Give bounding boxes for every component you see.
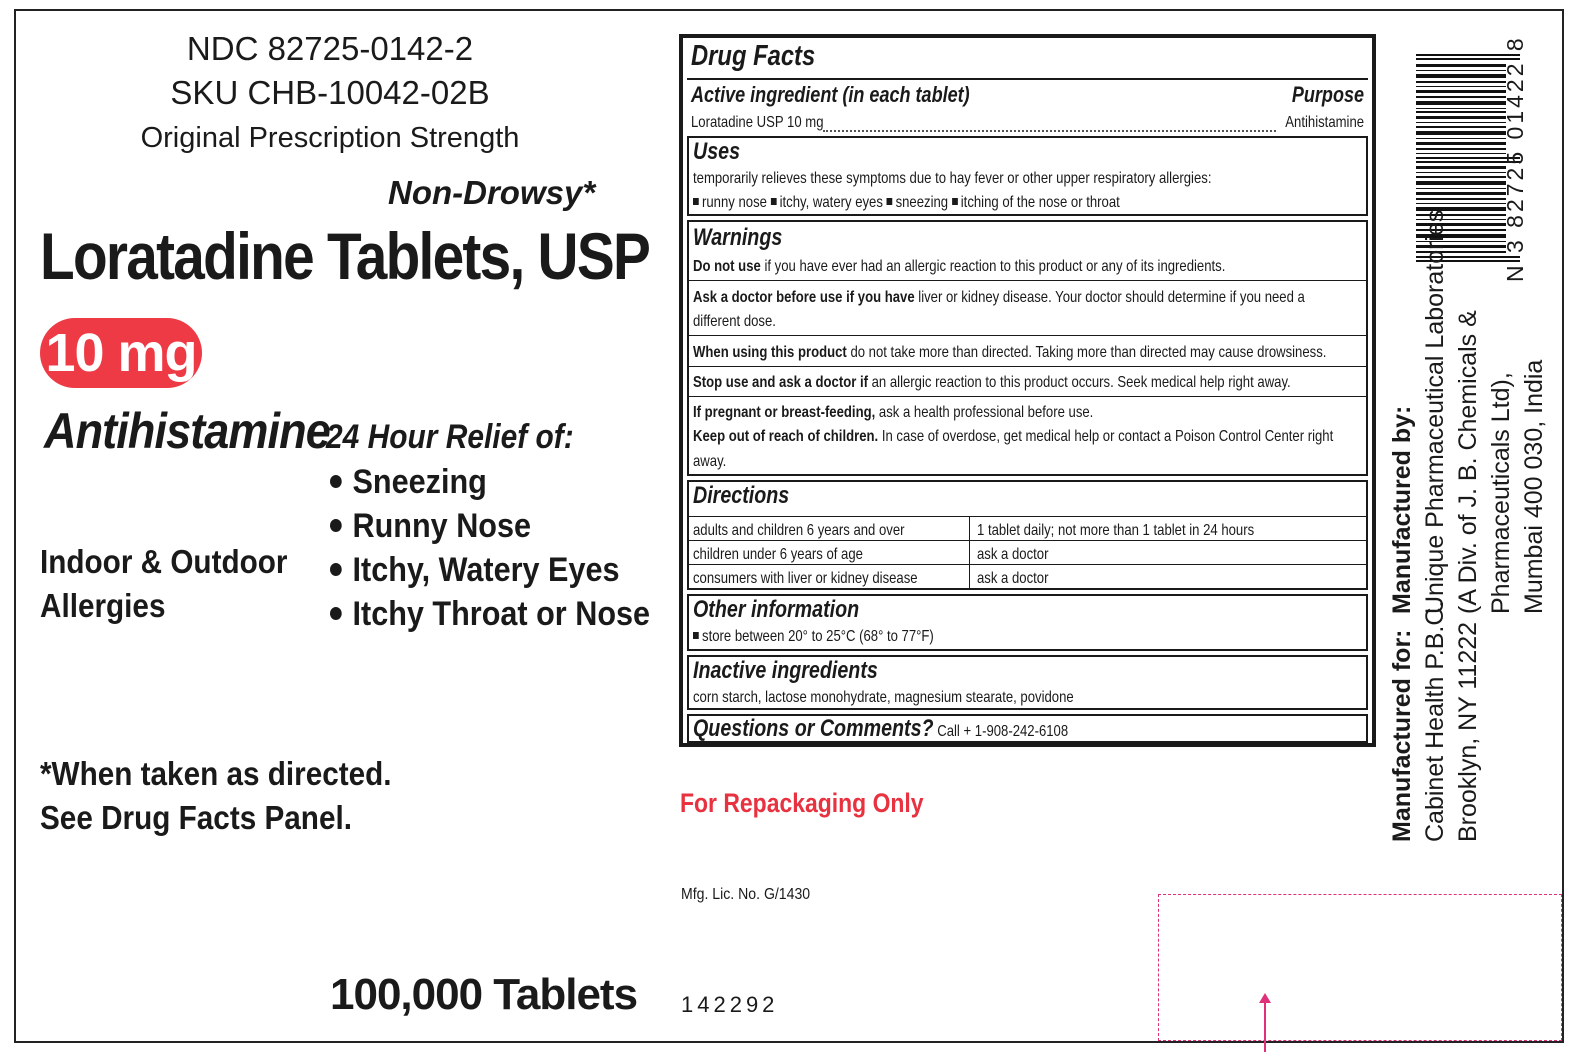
warning-do-not-use: Do not use if you have ever had an allergic reaction to this product or any of its ingredients. [693, 258, 1226, 275]
direction-who: children under 6 years of age [693, 546, 863, 563]
warning-ask-doctor: Ask a doctor before use if you have liver or kidney disease. Your doctor should determine if you need a [693, 289, 1305, 306]
divider [689, 335, 1366, 336]
warning-ask-doctor-cont: different dose. [693, 313, 776, 330]
direction-dose: ask a doctor [977, 570, 1049, 587]
uses-text: temporarily relieves these symptoms due to hay fever or other upper respiratory allergies: [693, 170, 1212, 187]
lot-code: 142292 [681, 992, 779, 1017]
active-ingredient-heading: Active ingredient (in each tablet) [691, 82, 970, 107]
bullet-dot-icon [330, 475, 342, 488]
square-bullet-icon [887, 198, 893, 205]
direction-who: adults and children 6 years and over [693, 522, 905, 539]
tablet-count: 100,000 Tablets [330, 970, 638, 1019]
divider [689, 366, 1366, 367]
questions-section [687, 714, 1368, 743]
square-bullet-icon [771, 198, 777, 205]
sku-number: SKU CHB-10042-02B [170, 74, 490, 111]
manufactured-by: Manufactured by: Unique Pharmaceutical Laboratories (A Div. of J. B. Chemicals & Pharmaceuticals Ltd), Mumbai 400 030, India [1388, 209, 1548, 614]
drug-facts-panel [679, 34, 1376, 747]
barcode-digits: N 3 82725 01422 8 [1502, 35, 1528, 282]
relief-heading: 24 Hour Relief of: [326, 418, 574, 456]
divider [689, 516, 1366, 517]
uses-section [687, 136, 1368, 216]
divider [689, 396, 1366, 397]
square-bullet-icon [693, 632, 699, 639]
warning-when-using: When using this product do not take more than directed. Taking more than directed may cause drowsiness. [693, 344, 1327, 361]
bullet-dot-icon [330, 607, 342, 620]
divider [689, 280, 1366, 281]
repackaging-notice: For Repackaging Only [680, 788, 924, 818]
mfg-license: Mfg. Lic. No. G/1430 [681, 886, 811, 903]
dashed-placeholder-box [1158, 894, 1562, 1041]
symptom-item: Itchy, Watery Eyes [330, 550, 650, 594]
bullet-dot-icon [330, 563, 342, 576]
warnings-heading: Warnings [693, 224, 783, 251]
leader-dots [823, 130, 1276, 132]
other-information-heading: Other information [693, 596, 860, 623]
square-bullet-icon [693, 198, 699, 205]
uses-heading: Uses [693, 138, 741, 165]
warning-stop-use: Stop use and ask a doctor if an allergic reaction to this product occurs. Seek medical help right away. [693, 374, 1291, 391]
active-ingredient: Loratadine USP 10 mg [691, 114, 824, 131]
questions-line: Questions or Comments? Call + 1-908-242-6108 [693, 715, 1069, 742]
other-information-section [687, 594, 1368, 651]
inactive-ingredients-heading: Inactive ingredients [693, 657, 878, 684]
direction-dose: ask a doctor [977, 546, 1049, 563]
directed-footnote: *When taken as directed. See Drug Facts Panel. [40, 755, 392, 836]
square-bullet-icon [952, 198, 958, 205]
ndc-number: NDC 82725-0142-2 [186, 30, 474, 67]
uses-items: runny nose itchy, watery eyes sneezing itching of the nose or throat [693, 194, 1120, 212]
bullet-dot-icon [330, 519, 342, 532]
direction-who: consumers with liver or kidney disease [693, 570, 918, 587]
symptom-item: Runny Nose [330, 506, 650, 550]
dose-badge: 10 mg [40, 318, 202, 388]
warnings-section [687, 220, 1368, 476]
inactive-ingredients-section [687, 655, 1368, 710]
direction-dose: 1 tablet daily; not more than 1 tablet in 24 hours [977, 522, 1255, 539]
warning-keep-out-cont: away. [693, 453, 727, 470]
divider [687, 78, 1368, 80]
other-information-text: store between 20° to 25°C (68° to 77°F) [693, 628, 934, 646]
divider [689, 540, 1366, 541]
column-divider [969, 516, 970, 588]
purpose-value: Antihistamine [1285, 114, 1364, 131]
product-category: Antihistamine [44, 403, 330, 459]
drug-facts-title: Drug Facts [691, 40, 816, 72]
directions-section [687, 480, 1368, 590]
arrow-icon [1264, 998, 1266, 1052]
purpose-heading: Purpose [1291, 82, 1364, 107]
divider [689, 564, 1366, 565]
symptom-item: Sneezing [330, 462, 650, 506]
directions-heading: Directions [693, 482, 790, 509]
allergy-type: Indoor & Outdoor Allergies [40, 543, 288, 624]
manufactured-for: Manufactured for: Cabinet Health P.B.C. Brooklyn, NY 11222 [1388, 600, 1482, 842]
inactive-ingredients-text: corn starch, lactose monohydrate, magnesium stearate, povidone [693, 689, 1074, 706]
non-drowsy-claim: Non-Drowsy* [388, 174, 596, 211]
warning-keep-out: Keep out of reach of children. In case of overdose, get medical help or contact a Poison Control Center right [693, 428, 1334, 445]
arrow-head-icon [1259, 993, 1271, 1003]
warning-pregnant: If pregnant or breast-feeding, ask a health professional before use. [693, 404, 1094, 421]
product-name: Loratadine Tablets, USP [40, 219, 650, 293]
strength-note: Original Prescription Strength [140, 122, 520, 154]
symptom-item: Itchy Throat or Nose [330, 594, 650, 638]
symptom-list [330, 462, 686, 638]
